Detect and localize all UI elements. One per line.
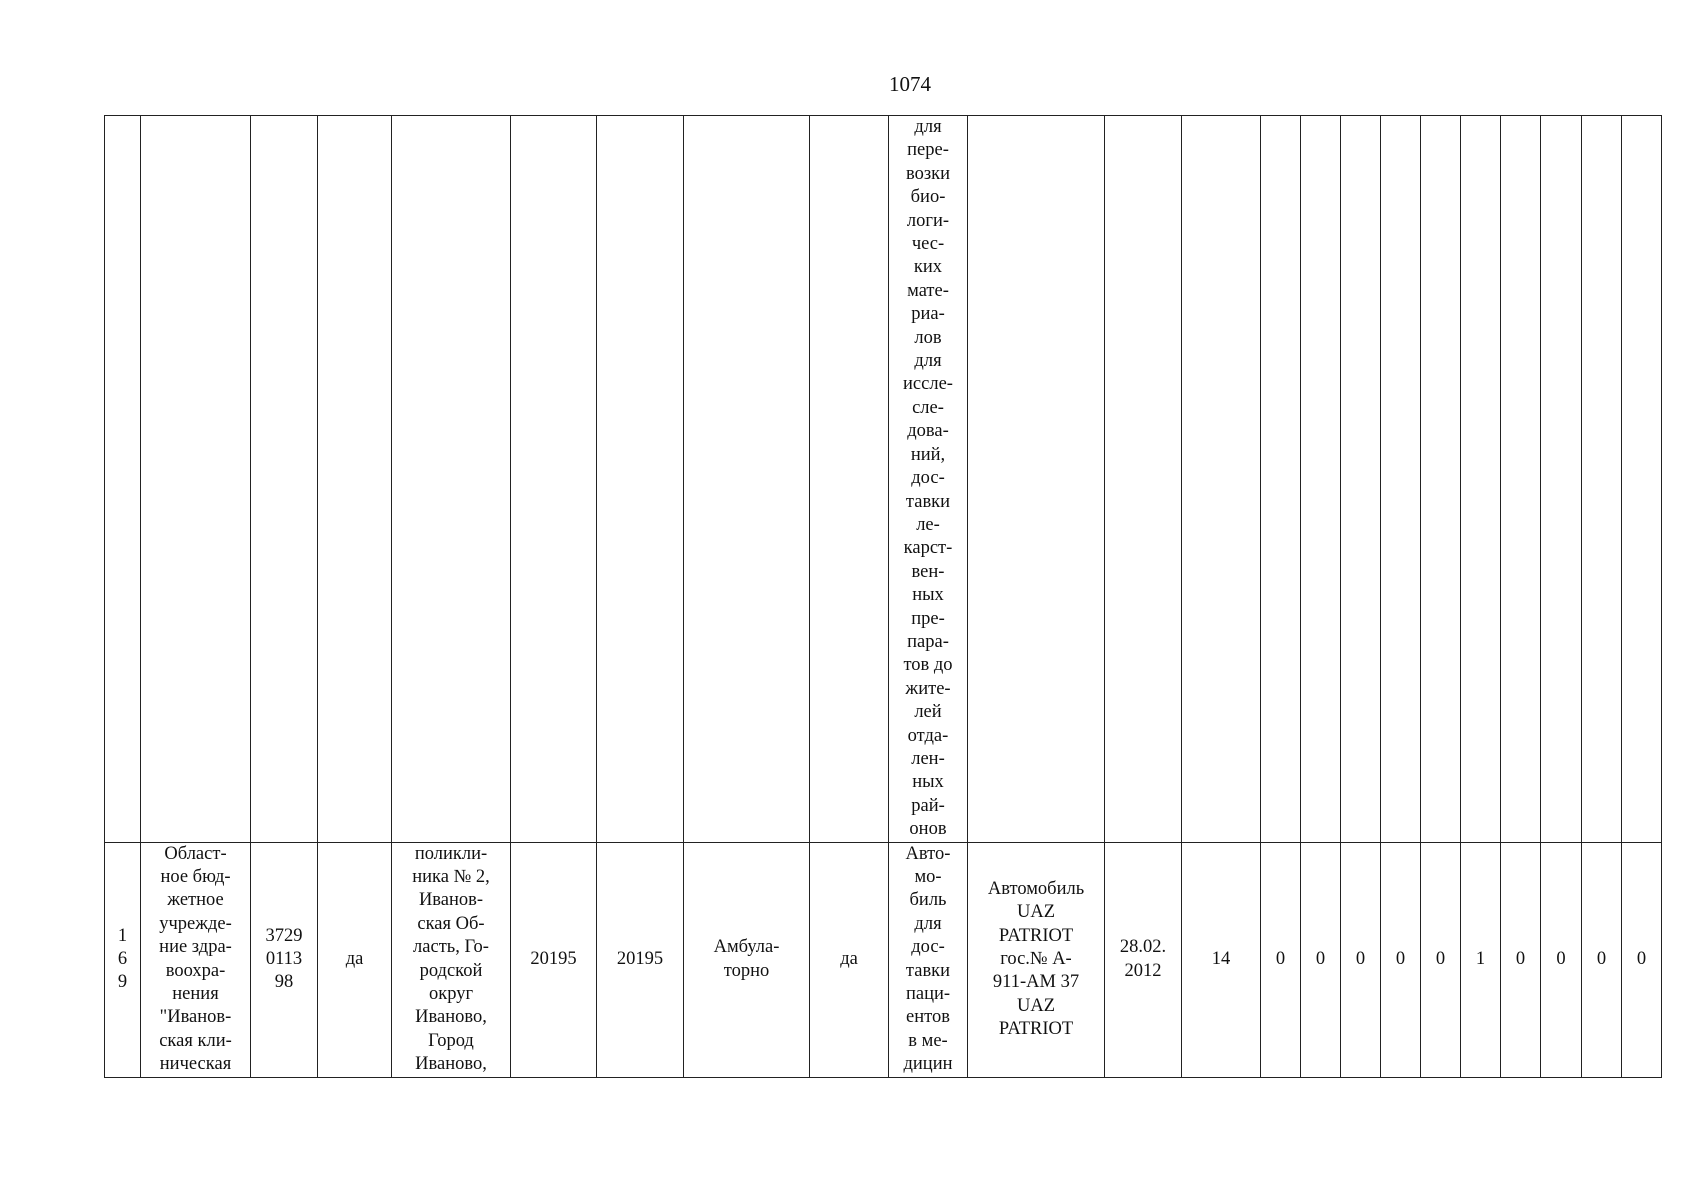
cell-inn bbox=[251, 116, 318, 843]
cell-indicator bbox=[1421, 116, 1461, 843]
cell-text-line: Област- bbox=[164, 843, 227, 864]
cell-indicator bbox=[1461, 116, 1501, 843]
cell-text-line: ская Об- bbox=[417, 913, 485, 934]
cell-text-line: ний, bbox=[910, 444, 946, 465]
cell-vehicle bbox=[968, 842, 1105, 1077]
cell-text-line: ние здра- bbox=[159, 937, 232, 958]
cell-indicator bbox=[1301, 116, 1341, 843]
cell-care-type bbox=[684, 842, 810, 1077]
cell-indicator bbox=[1622, 116, 1662, 843]
cell-text-line: риа- bbox=[911, 304, 945, 325]
cell-text-line: поликли- bbox=[414, 843, 488, 864]
cell-text-line: учрежде- bbox=[159, 913, 232, 934]
cell-indicator bbox=[1341, 116, 1381, 843]
cell-value-1 bbox=[511, 116, 597, 843]
cell-date bbox=[1105, 842, 1182, 1077]
cell-text-line: 6 bbox=[117, 948, 128, 969]
cell-text-line: PATRIOT bbox=[998, 1019, 1074, 1040]
cell-text-line: ническая bbox=[159, 1054, 232, 1075]
cell-text-line: 98 bbox=[274, 972, 294, 993]
cell-flag-2: да bbox=[810, 842, 889, 1077]
cell-text-line: ких bbox=[913, 257, 943, 278]
cell-indicator bbox=[1501, 116, 1541, 843]
cell-indicator: 0 bbox=[1541, 842, 1582, 1077]
cell-text-line: 911-АМ 37 bbox=[992, 972, 1080, 993]
cell-text-line: пере- bbox=[907, 140, 949, 161]
cell-text-line: мо- bbox=[914, 867, 942, 887]
cell-text-line: UAZ bbox=[1016, 995, 1056, 1016]
cell-text-line: Иваново, bbox=[415, 1054, 487, 1075]
cell-indicator: 0 bbox=[1421, 842, 1461, 1077]
cell-text-line: дицин bbox=[903, 1054, 953, 1075]
cell-flag-2 bbox=[810, 116, 889, 843]
cell-address bbox=[392, 842, 511, 1077]
cell-date bbox=[1105, 116, 1182, 843]
cell-text-line: онов bbox=[909, 819, 947, 840]
cell-flag-1 bbox=[318, 116, 392, 843]
cell-text-line: 2012 bbox=[1124, 960, 1162, 981]
cell-text-line: дос- bbox=[911, 937, 945, 958]
cell-text-line: иссле- bbox=[903, 374, 953, 395]
cell-count bbox=[1182, 116, 1261, 843]
cell-count: 14 bbox=[1182, 842, 1261, 1077]
cell-indicator: 0 bbox=[1582, 842, 1622, 1077]
cell-text-line: для bbox=[914, 913, 942, 934]
cell-text-line: тавки bbox=[905, 491, 951, 512]
cell-text-line: 9 bbox=[117, 972, 128, 993]
cell-text-line: гос.№ А- bbox=[1000, 948, 1072, 969]
cell-text-line: дова- bbox=[907, 421, 949, 442]
cell-vehicle bbox=[968, 116, 1105, 843]
cell-text-line: округ bbox=[428, 984, 474, 1005]
cell-text-line: дос- bbox=[911, 468, 945, 489]
cell-text-line: паци- bbox=[905, 984, 951, 1005]
cell-indicator bbox=[1582, 116, 1622, 843]
cell-text-line: торно bbox=[723, 960, 770, 981]
cell-address bbox=[392, 116, 511, 843]
cell-indicator: 0 bbox=[1301, 842, 1341, 1077]
cell-text-line: Иваново, bbox=[415, 1007, 487, 1028]
cell-text-line: тов до bbox=[903, 655, 953, 676]
table-row bbox=[105, 842, 1662, 1077]
cell-inn bbox=[251, 842, 318, 1077]
cell-text-line: отда- bbox=[907, 725, 949, 746]
cell-number bbox=[105, 842, 141, 1077]
cell-text-line: 0113 bbox=[265, 948, 303, 969]
cell-text-line: лов bbox=[914, 327, 942, 348]
cell-text-line: рай- bbox=[911, 795, 945, 816]
table-row bbox=[105, 116, 1662, 843]
cell-text-line: Иванов- bbox=[418, 890, 484, 911]
cell-value-2: 20195 bbox=[597, 842, 684, 1077]
cell-text-line: тавки bbox=[905, 960, 951, 981]
cell-text-line: "Иванов- bbox=[159, 1007, 232, 1028]
cell-text-line: лей bbox=[914, 702, 942, 723]
cell-text-line: жетное bbox=[167, 890, 224, 911]
cell-indicator: 0 bbox=[1501, 842, 1541, 1077]
cell-text-line: пара- bbox=[907, 631, 949, 652]
cell-text-line: ласть, Го- bbox=[413, 937, 489, 958]
cell-text-line: логи- bbox=[906, 210, 950, 231]
cell-organization bbox=[141, 116, 251, 843]
cell-text-line: ская кли- bbox=[159, 1030, 232, 1051]
cell-text-line: ных bbox=[912, 772, 944, 793]
registry-table bbox=[104, 115, 1662, 1078]
cell-indicator bbox=[1381, 116, 1421, 843]
cell-indicator bbox=[1261, 116, 1301, 843]
page-number: 1074 bbox=[889, 72, 931, 96]
cell-flag-1: да bbox=[318, 842, 392, 1077]
cell-text-line: воохра- bbox=[165, 960, 226, 981]
cell-care-type bbox=[684, 116, 810, 843]
cell-text-line: 28.02. bbox=[1119, 937, 1167, 958]
cell-text-line: ентов bbox=[906, 1007, 950, 1028]
cell-text-line: лен- bbox=[911, 748, 945, 769]
cell-text-line: жите- bbox=[905, 678, 951, 699]
cell-purpose bbox=[889, 116, 968, 843]
cell-text-line: Амбула- bbox=[713, 937, 780, 958]
cell-text-line: родской bbox=[419, 960, 483, 981]
cell-text-line: Автомобиль bbox=[987, 878, 1085, 899]
cell-number bbox=[105, 116, 141, 843]
cell-text-line: 1 bbox=[117, 925, 128, 946]
cell-text-line: в ме- bbox=[908, 1030, 948, 1051]
cell-indicator bbox=[1541, 116, 1582, 843]
cell-text-line: UAZ bbox=[1016, 902, 1056, 923]
cell-text-line: биль bbox=[909, 890, 947, 911]
cell-value-2 bbox=[597, 116, 684, 843]
cell-text-line: мате- bbox=[907, 280, 949, 301]
cell-text-line: для bbox=[914, 117, 942, 137]
cell-text-line: Город bbox=[428, 1030, 474, 1051]
cell-text-line: возки bbox=[905, 163, 951, 184]
cell-text-line: пре- bbox=[911, 608, 945, 629]
cell-text-line: ное бюд- bbox=[160, 867, 231, 887]
cell-text-line: био- bbox=[910, 187, 946, 208]
cell-text-line: ника № 2, bbox=[412, 867, 490, 887]
cell-indicator: 1 bbox=[1461, 842, 1501, 1077]
cell-text-line: PATRIOT bbox=[998, 925, 1074, 946]
cell-text-line: чес- bbox=[911, 234, 945, 255]
cell-text-line: для bbox=[914, 351, 942, 372]
cell-text-line: карст- bbox=[903, 538, 953, 559]
cell-indicator: 0 bbox=[1261, 842, 1301, 1077]
cell-text-line: сле- bbox=[912, 397, 944, 418]
cell-value-1: 20195 bbox=[511, 842, 597, 1077]
cell-text-line: Авто- bbox=[905, 843, 951, 864]
cell-organization bbox=[141, 842, 251, 1077]
cell-text-line: 3729 bbox=[265, 925, 303, 946]
cell-text-line: вен- bbox=[911, 561, 945, 582]
cell-text-line: нения bbox=[172, 984, 219, 1005]
cell-indicator: 0 bbox=[1622, 842, 1662, 1077]
cell-text-line: ных bbox=[912, 585, 944, 606]
cell-text-line: ле- bbox=[916, 514, 940, 535]
cell-purpose bbox=[889, 842, 968, 1077]
cell-indicator: 0 bbox=[1341, 842, 1381, 1077]
cell-indicator: 0 bbox=[1381, 842, 1421, 1077]
